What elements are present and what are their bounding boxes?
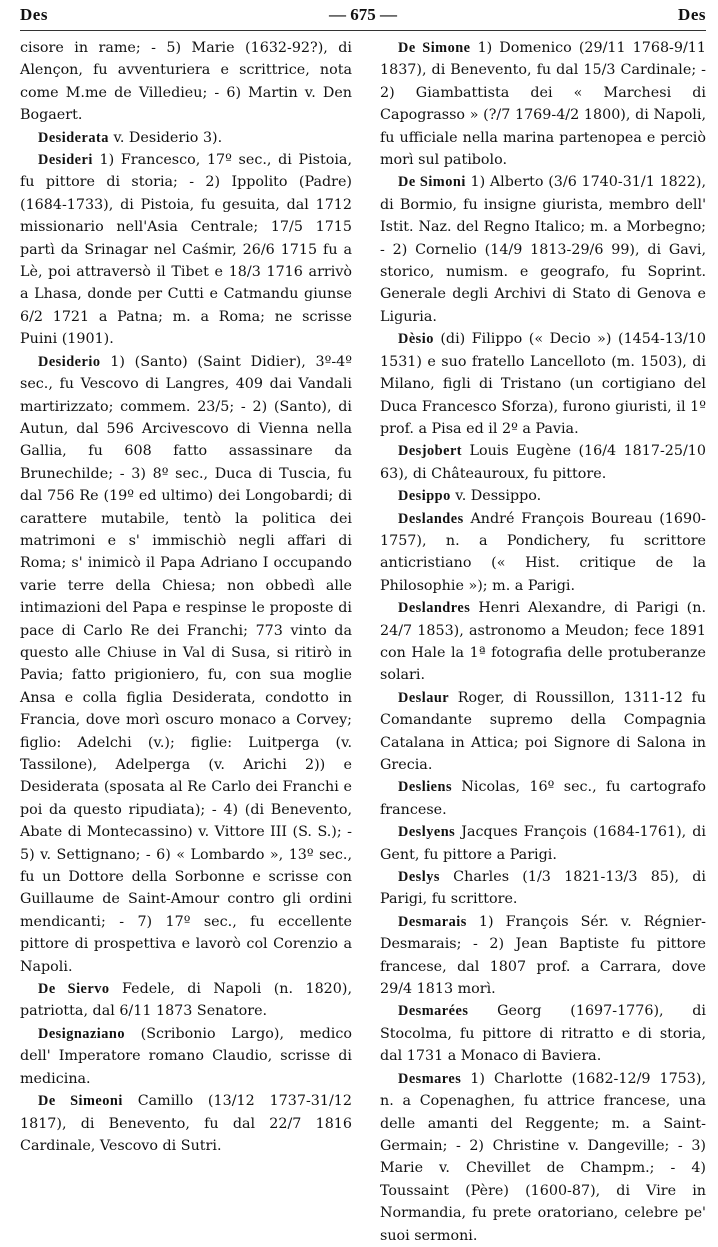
headword: Desmarais	[398, 913, 467, 930]
entry-de-simeoni: De Simeoni Camillo (13/12 1737-31/12 1817), di Benevento, fu dal 22/7 1816 Cardinale, Vescovo di Sutri.	[20, 1093, 352, 1154]
entry-deslaur: Deslaur Roger, di Roussillon, 1311-12 fu Comandante supremo della Compagnia Catalana in Attica; poi Signore di Salona in Grecia.	[380, 689, 706, 773]
entry-de-simone: De Simone 1) Domenico (29/11 1768-9/11 1837), di Benevento, fu dal 15/3 Cardinale; - 2) Giambattista dei « Marchesi di Capograsso » (?/7 1769-4/2 1800), di Napoli, fu ufficiale nella marina partenopea e perciò morì sul patibolo.	[380, 40, 706, 169]
headword: Dèsio	[398, 331, 434, 348]
entry-de-simoni: De Simoni 1) Alberto (3/6 1740-31/1 1822), di Bormio, fu insigne giurista, membro dell' Istit. Naz. del Regno Italico; m. a Morbegno; - 2) Cornelio (14/9 1813-29/6 99), di Gavi, storico, numism. e geografo, fu Soprint. Generale degli Archivi di Stato di Genova e Liguria.	[380, 174, 706, 325]
entry-deslyens: Deslyens Jacques François (1684-1761), di Gent, fu pittore a Parigi.	[380, 824, 706, 863]
entry-desideri: Desideri 1) Francesco, 17º sec., di Pistoia, fu pittore di storia; - 2) Ippolito (Padre) (1684-1733), di Pistoia, fu gesuita, dal 1712 missionario nell'Asia Centrale; 17/5 1715 partì da Srinagar nel Caśmir, 26/6 1715 fu a Lè, poi attraversò il Tibet e 18/3 1716 arrivò a Lhasa, donde per Cutti e Catmandu giunse 6/2 1721 a Patna; m. a Roma; ne scrisse Puini (1901).	[20, 152, 352, 348]
headword: Desmares	[398, 1070, 462, 1087]
headword: Deslyens	[398, 824, 456, 841]
page-number: — 675 —	[329, 5, 397, 24]
page-header	[20, 4, 706, 26]
entry-desiderio: Desiderio 1) (Santo) (Saint Didier), 3º-4º sec., fu Vescovo di Langres, 409 dai Vandali martirizzato; commem. 23/5; - 2) (Santo), di Autun, dal 596 Arcivescovo di Vienna nella Gallia, fu 608 fatto assassinare da Brunechilde; - 3) 8º sec., Duca di Tuscia, fu dal 756 Re (19º ed ultimo) dei Longobardi; di carattere mutabile, tentò la politica dei matrimoni e s' immischiò negli affari di Roma; s' inimicò il Papa Adriano I occupando varie terre della Chiesa; non obbedì alle intimazioni del Papa e respinse le proposte di pace di Carlo Re dei Franchi; 773 vinto da questo alle Chiuse in Val di Susa, si ritirò in Pavia; fatto prigioniero, fu, con sua moglie Ansa e colla figlia Desiderata, condotto in Francia, dove morì oscuro monaco a Corvey; figlio: Adelchi (v.); figlie: Luitperga (v. Tassilone), Adelperga (v. Arichi 2)) e Desiderata (sposata al Re Carlo dei Franchi e poi da questo ripudiata); - 4) (di Benevento, Abate di Montecassino) v. Vittore III (S. S.); - 5) v. Settignano; - 6) « Lombardo », 13º sec., fu un Dottore della Sorbonne e scrisse con Guillaume de Saint-Amour contro gli ordini mendicanti; - 7) 17º sec., fu eccellente pittore di prospettiva e lavorò col Corenzio a Napoli.	[20, 353, 352, 975]
headword: Desiderio	[38, 353, 101, 370]
entry-de-siervo: De Siervo Fedele, di Napoli (n. 1820), patriotta, dal 6/11 1873 Senatore.	[20, 981, 352, 1020]
entry-desliens: Desliens Nicolas, 16º sec., fu cartografo francese.	[380, 779, 706, 818]
headword: Deslaur	[398, 689, 450, 706]
entry-continuation: cisore in rame; - 5) Marie (1632-92?), di Alençon, fu avventuriera e scrittrice, nota come M.me de Villedieu; - 6) Martin v. Den Bogaert.	[20, 40, 352, 124]
headword: De Simone	[398, 40, 471, 56]
headword: De Siervo	[38, 981, 110, 998]
entry-deslandes: Deslandes André François Boureau (1690-1757), n. a Pondichery, fu scrittore anticristiano (« Hist. critique de la Philosophie »); m. a Parigi.	[380, 510, 706, 594]
headword: Desjobert	[398, 443, 463, 460]
headword: Desliens	[398, 779, 453, 796]
header-rule	[20, 30, 706, 31]
header-right-word: Des	[678, 5, 706, 24]
headword: Desideri	[38, 152, 93, 169]
entry-deslys: Deslys Charles (1/3 1821-13/3 85), di Parigi, fu scrittore.	[380, 869, 706, 908]
entry-desmarais: Desmarais 1) François Sér. v. Régnier-Desmarais; - 2) Jean Baptiste fu pittore francese, dal 1807 prof. a Carrara, dove 29/4 1813 morì.	[380, 913, 706, 998]
entry-desio: Dèsio (di) Filippo (« Decio ») (1454-13/10 1531) e suo fratello Lancelloto (m. 1503), di Milano, figli di Tristano (un cortigiano del Duca Francesco Sforza), furono giuristi, il 1º prof. a Pisa ed il 2º a Pavia.	[380, 331, 706, 437]
headword: Deslandres	[398, 600, 471, 617]
entry-desippo: Desippo v. Dessippo.	[398, 488, 542, 505]
entry-desmarees: Desmarées Georg (1697-1776), di Stocolma, fu pittore di ritratto e di storia, dal 1731 a Monaco di Baviera.	[380, 1003, 706, 1065]
right-column	[380, 37, 706, 1247]
entry-desjobert: Desjobert Louis Eugène (16/4 1817-25/10 63), di Châteauroux, fu pittore.	[380, 443, 706, 482]
headword: Desiderata	[38, 129, 109, 146]
header-left-word: Des	[20, 5, 48, 24]
headword: De Simeoni	[38, 1093, 123, 1110]
headword: Designaziano	[38, 1025, 126, 1042]
headword: De Simoni	[398, 174, 466, 191]
headword: Desippo	[398, 488, 451, 505]
entry-desiderata: Desiderata v. Desiderio 3).	[38, 129, 223, 146]
headword: Deslys	[398, 869, 440, 886]
entry-deslandres: Deslandres Henri Alexandre, di Parigi (n. 24/7 1853), astronomo a Meudon; fece 1891 con Hale la 1ª fotografia delle protuberanze solari.	[380, 600, 706, 684]
entry-desmares: Desmares 1) Charlotte (1682-12/9 1753), n. a Copenaghen, fu attrice francese, una delle amanti del Reggente; m. a Saint-Germain; - 2) Christine v. Dangeville; - 3) Marie v. Chevillet de Champm.; - 4) Toussaint (Père) (1600-87), di Vire in Normandia, fu prete oratoriano, celebre pe' suoi sermoni.	[380, 1070, 706, 1244]
headword: Desmarées	[398, 1003, 469, 1020]
headword: Deslandes	[398, 510, 464, 527]
entry-designaziano: Designaziano (Scribonio Largo), medico dell' Imperatore romano Claudio, scrisse di medicina.	[20, 1025, 352, 1087]
text-columns	[20, 37, 706, 1247]
left-column	[20, 37, 352, 1247]
